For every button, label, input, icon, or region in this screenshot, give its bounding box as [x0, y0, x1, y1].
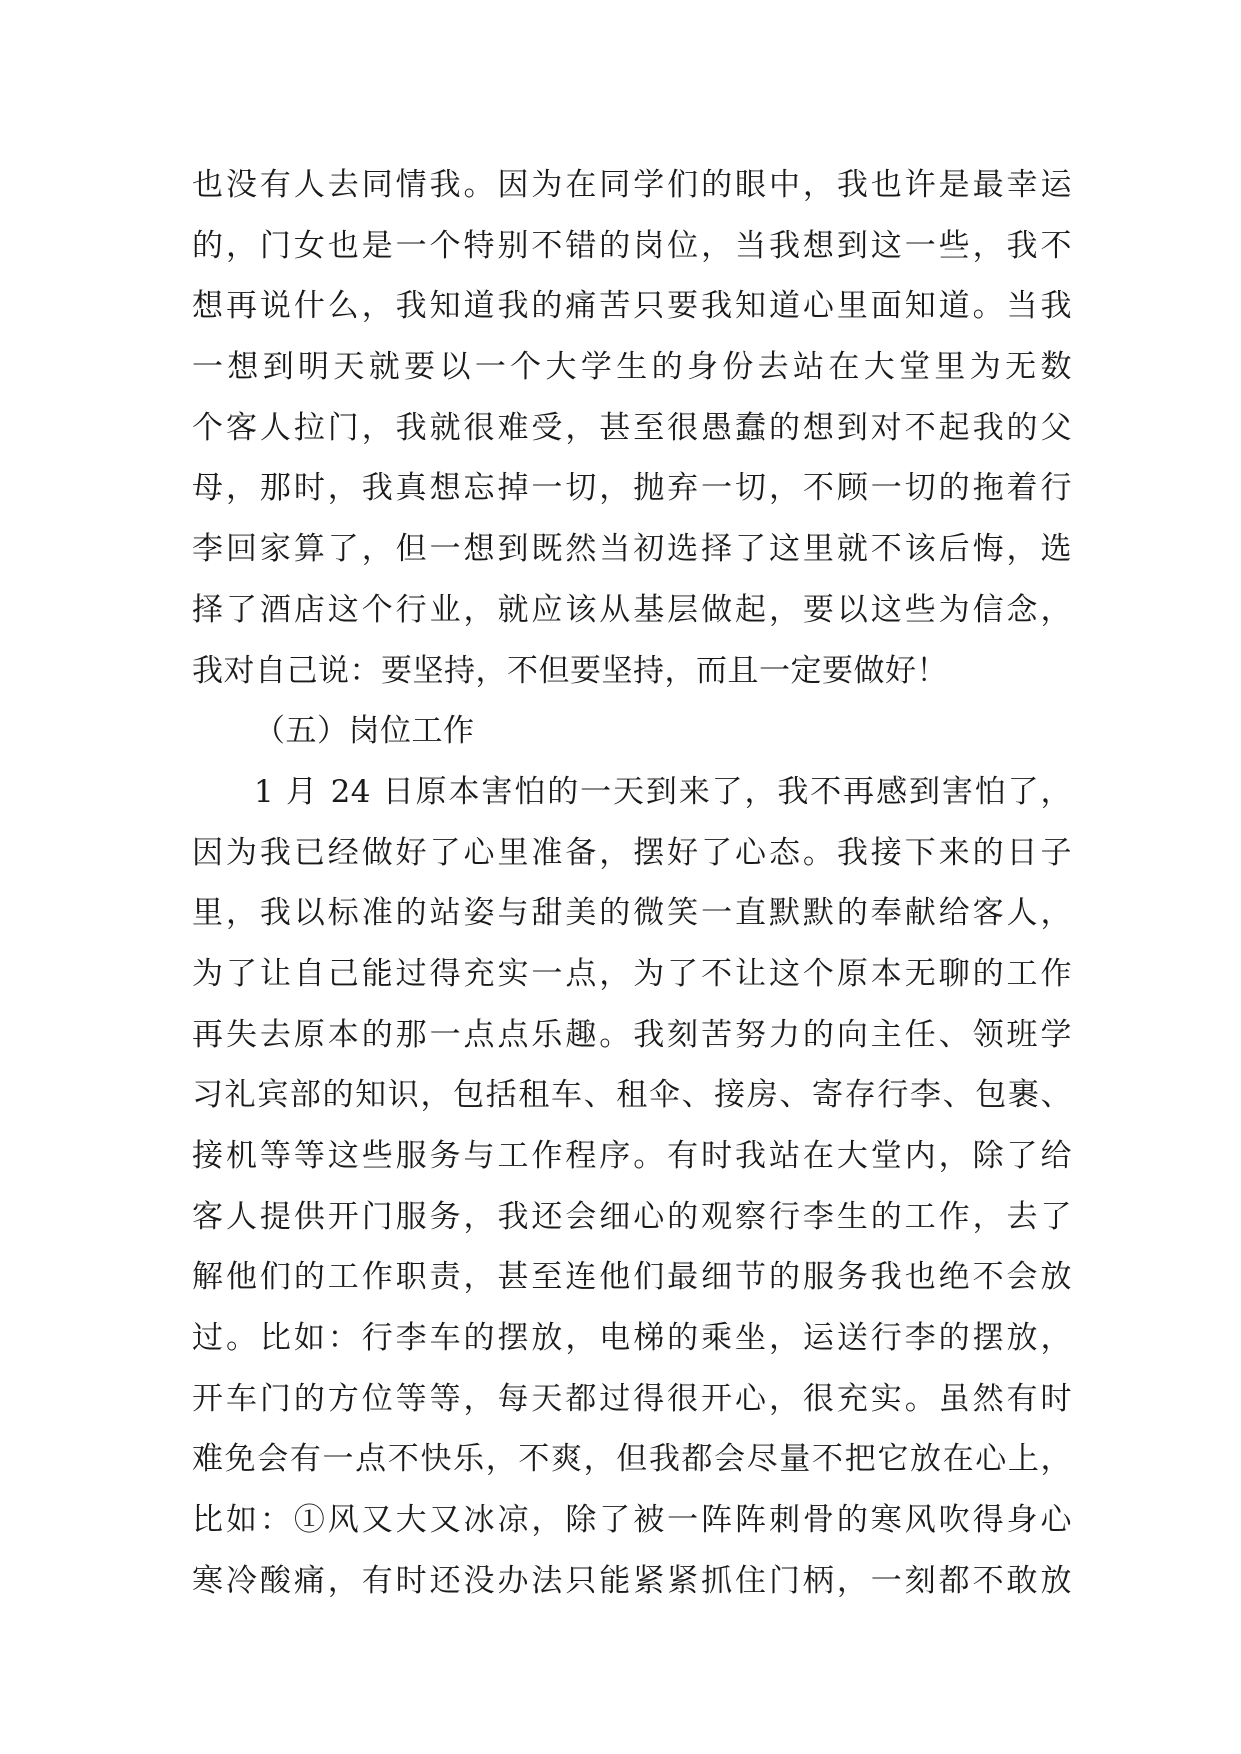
text-line: 择了酒店这个行业，就应该从基层做起，要以这些为信念， — [192, 591, 1072, 628]
text-line: 因为我已经做好了心里准备，摆好了心态。我接下来的日子 — [192, 834, 1072, 871]
text-line: 一想到明天就要以一个大学生的身份去站在大堂里为无数 — [192, 349, 1072, 386]
text-line: 客人提供开门服务，我还会细心的观察行李生的工作，去了 — [192, 1198, 1072, 1235]
text-line: 我对自己说：要坚持，不但要坚持，而且一定要做好！ — [192, 652, 948, 689]
text-line: 的，门女也是一个特别不错的岗位，当我想到这一些，我不 — [192, 227, 1072, 264]
section-heading: （五）岗位工作 — [254, 713, 475, 750]
text-line: 再失去原本的那一点点乐趣。我刻苦努力的向主任、领班学 — [192, 1016, 1072, 1053]
text-line: 过。比如：行李车的摆放，电梯的乘坐，运送行李的摆放， — [192, 1320, 1072, 1357]
text-line: 为了让自己能过得充实一点，为了不让这个原本无聊的工作 — [192, 955, 1072, 992]
text-line: 难免会有一点不快乐，不爽，但我都会尽量不把它放在心上， — [192, 1441, 1072, 1478]
text-line: 开车门的方位等等，每天都过得很开心，很充实。虽然有时 — [192, 1380, 1072, 1417]
text-line: 李回家算了，但一想到既然当初选择了这里就不该后悔，选 — [192, 531, 1072, 568]
body-text — [192, 155, 1072, 1612]
text-line: 接机等等这些服务与工作程序。有时我站在大堂内，除了给 — [192, 1138, 1072, 1174]
text-line: 想再说什么，我知道我的痛苦只要我知道心里面知道。当我 — [192, 288, 1072, 325]
text-line: 个客人拉门，我就很难受，甚至很愚蠢的想到对不起我的父 — [192, 409, 1072, 446]
text-line: 也没有人去同情我。因为在同学们的眼中，我也许是最幸运 — [192, 167, 1072, 203]
text-line: 里，我以标准的站姿与甜美的微笑一直默默的奉献给客人， — [192, 895, 1072, 932]
text-line: 解他们的工作职责，甚至连他们最细节的服务我也绝不会放 — [192, 1259, 1072, 1296]
text-line: 母，那时，我真想忘掉一切，抛弃一切，不顾一切的拖着行 — [192, 470, 1072, 507]
text-line: 习礼宾部的知识，包括租车、租伞、接房、寄存行李、包裹、 — [192, 1077, 1072, 1114]
paragraph-first-line: 1 月 24 日原本害怕的一天到来了，我不再感到害怕了， — [254, 773, 1072, 810]
text-line: 比如：①风又大又冰凉，除了被一阵阵刺骨的寒风吹得身心 — [192, 1502, 1072, 1539]
text-line: 寒冷酸痛，有时还没办法只能紧紧抓住门柄，一刻都不敢放 — [192, 1562, 1072, 1599]
